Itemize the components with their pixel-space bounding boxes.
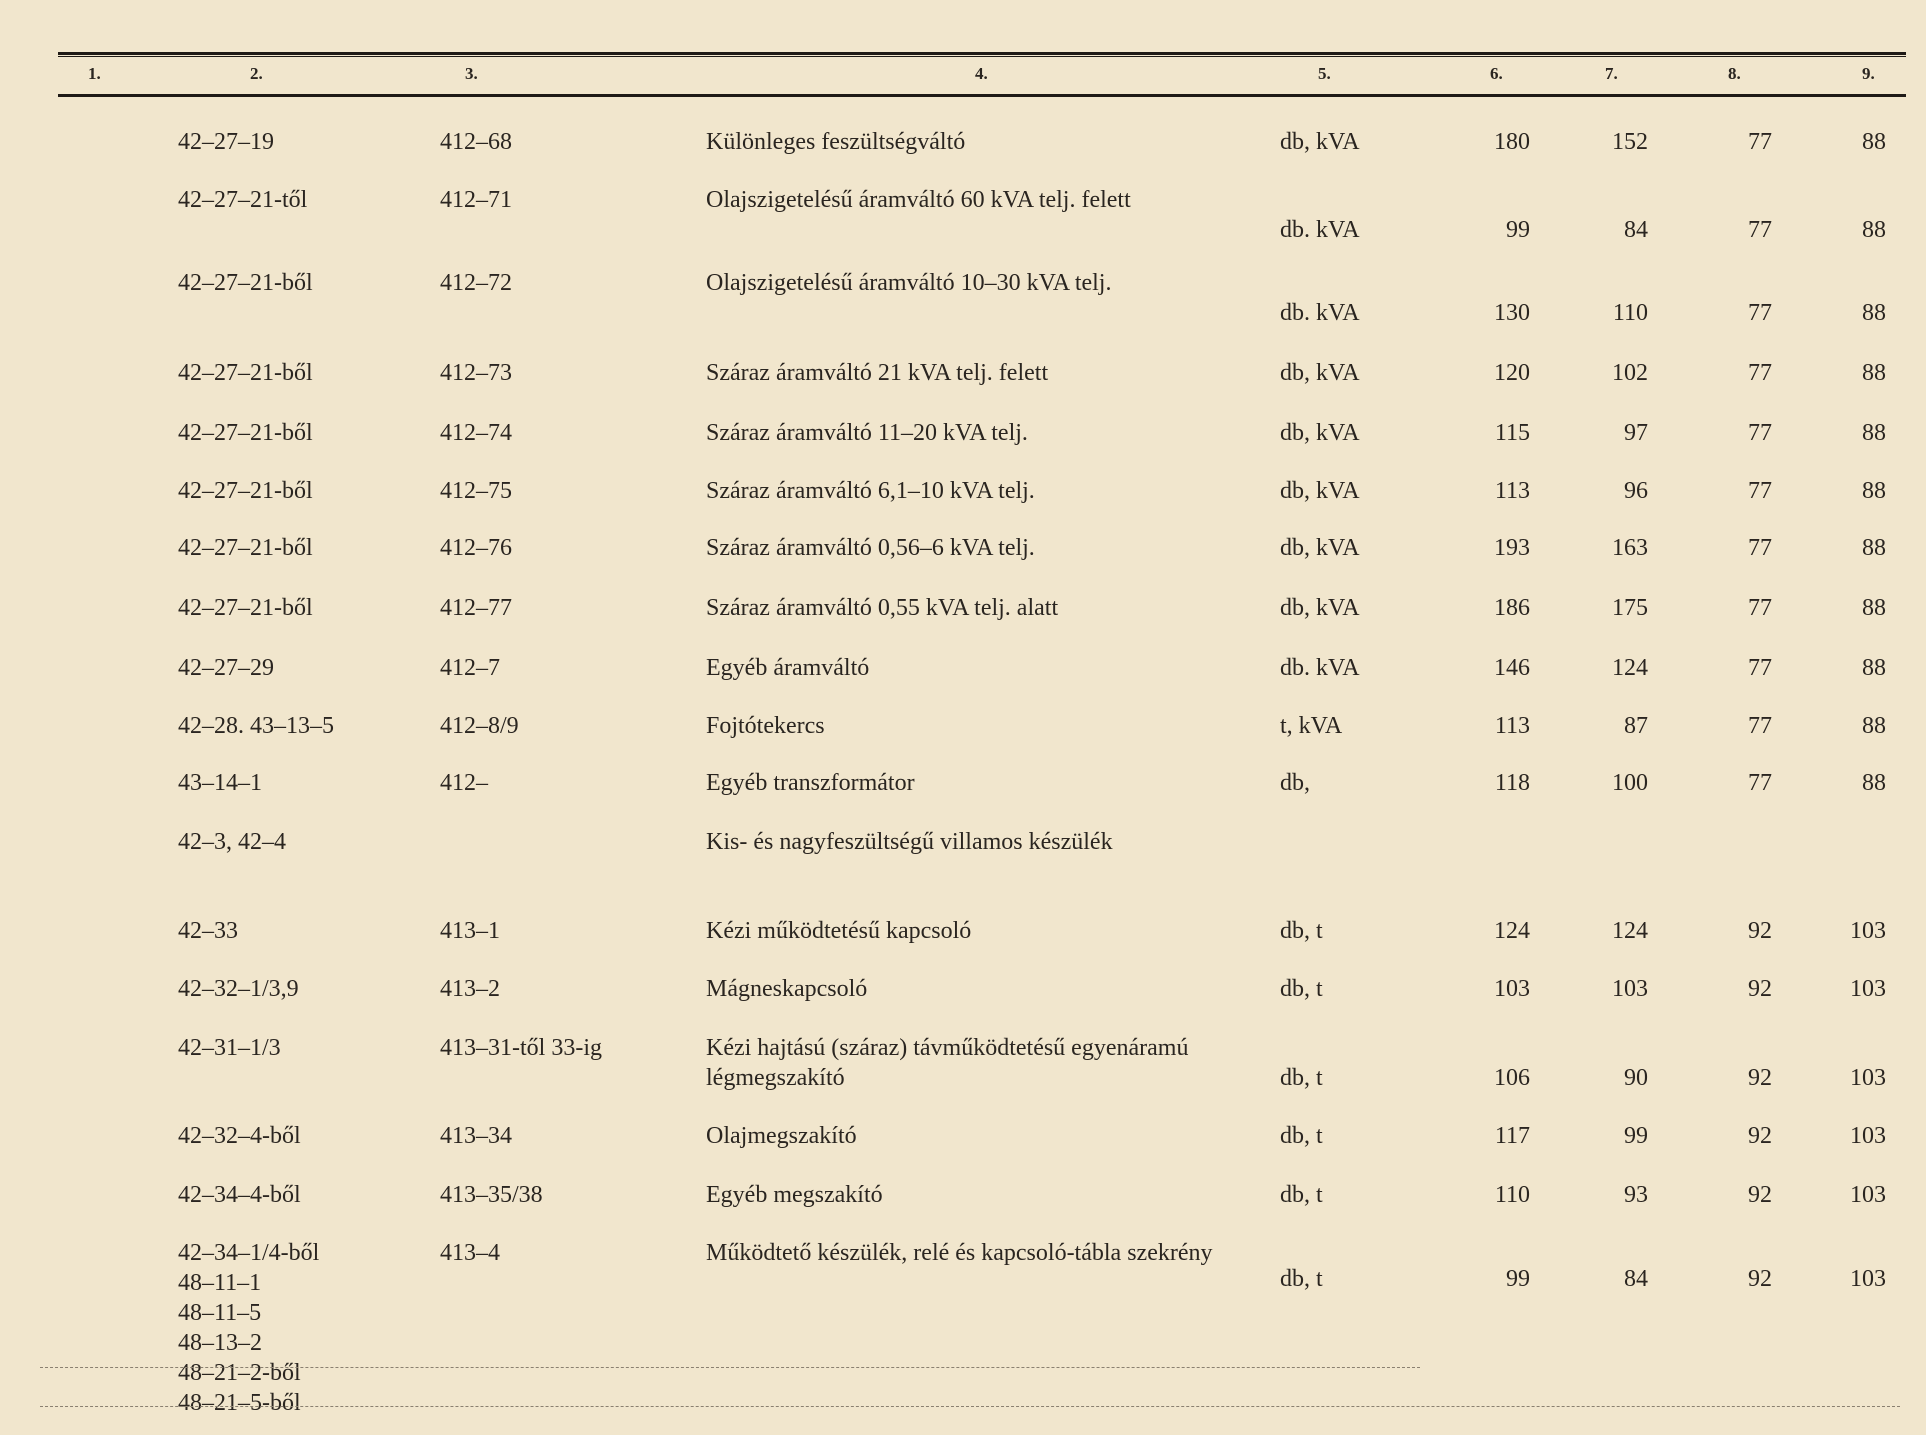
header-col-9: 9.: [1862, 64, 1875, 83]
code-cell: 42–31–1/3: [178, 1035, 281, 1061]
number-cell: 412–75: [440, 478, 512, 504]
col9-cell: 103: [1850, 1065, 1886, 1091]
code-cell: 42–27–29: [178, 655, 274, 681]
code-cell: 42–3, 42–4: [178, 829, 286, 855]
col7-cell: 96: [1624, 478, 1648, 504]
col7-cell: 152: [1612, 129, 1648, 155]
description-cell: Kézi működtetésű kapcsoló: [706, 918, 972, 944]
col6-cell: 106: [1494, 1065, 1530, 1091]
header-col-4: 4.: [975, 64, 988, 83]
description-cell: Száraz áramváltó 0,55 kVA telj. alatt: [706, 595, 1059, 621]
unit-cell: t, kVA: [1280, 713, 1343, 739]
code-cell: 42–33: [178, 918, 238, 944]
col9-cell: 88: [1862, 478, 1886, 504]
unit-cell: db,: [1280, 770, 1310, 796]
unit-cell: db, t: [1280, 1065, 1323, 1091]
col6-cell: 103: [1494, 976, 1530, 1002]
number-cell: 412–68: [440, 129, 512, 155]
col8-cell: 92: [1748, 1266, 1772, 1292]
col6-cell: 117: [1494, 1123, 1530, 1149]
col8-cell: 92: [1748, 976, 1772, 1002]
unit-cell: db, t: [1280, 1266, 1323, 1292]
code-cell: 42–32–1/3,9: [178, 976, 299, 1002]
description-cell: Olajszigetelésű áramváltó 10–30 kVA telj.: [706, 270, 1112, 296]
unit-cell: db, kVA: [1280, 595, 1360, 621]
code-cell: 42–27–19: [178, 129, 274, 155]
dotted-rule: [40, 1406, 1900, 1407]
code-cell: 42–27–21-ből: [178, 360, 313, 386]
col6-cell: 193: [1494, 535, 1530, 561]
number-cell: 412–72: [440, 270, 512, 296]
col8-cell: 77: [1748, 595, 1772, 621]
description-cell: Olajszigetelésű áramváltó 60 kVA telj. felett: [706, 187, 1131, 213]
col7-cell: 124: [1612, 655, 1648, 681]
header-col-1: 1.: [88, 64, 101, 83]
unit-cell: db, t: [1280, 918, 1323, 944]
unit-cell: db. kVA: [1280, 655, 1360, 681]
col6-cell: 146: [1494, 655, 1530, 681]
number-cell: 412–7: [440, 655, 500, 681]
unit-cell: db, kVA: [1280, 129, 1360, 155]
unit-cell: db, kVA: [1280, 360, 1360, 386]
col9-cell: 88: [1862, 420, 1886, 446]
col9-cell: 88: [1862, 217, 1886, 243]
number-cell: 412–8/9: [440, 713, 519, 739]
section-heading: Kis- és nagyfeszültségű villamos készülék: [706, 829, 1113, 855]
header-col-8: 8.: [1728, 64, 1741, 83]
description-cell: Egyéb megszakító: [706, 1182, 883, 1208]
description-cell: Olajmegszakító: [706, 1123, 857, 1149]
col8-cell: 77: [1748, 535, 1772, 561]
unit-cell: db, kVA: [1280, 420, 1360, 446]
description-cell: Egyéb transzformátor: [706, 770, 915, 796]
col9-cell: 88: [1862, 129, 1886, 155]
description-cell: Száraz áramváltó 11–20 kVA telj.: [706, 420, 1028, 446]
col7-cell: 110: [1612, 300, 1648, 326]
col6-cell: 120: [1494, 360, 1530, 386]
number-cell: 413–4: [440, 1240, 500, 1266]
number-cell: 413–31-től 33-ig: [440, 1035, 602, 1061]
col6-cell: 99: [1506, 1266, 1530, 1292]
col7-cell: 100: [1612, 770, 1648, 796]
col8-cell: 77: [1748, 420, 1772, 446]
number-cell: 412–77: [440, 595, 512, 621]
col9-cell: 88: [1862, 655, 1886, 681]
number-cell: 412–73: [440, 360, 512, 386]
code-cell: 42–32–4-ből: [178, 1123, 301, 1149]
col6-cell: 118: [1494, 770, 1530, 796]
code-cell: 42–27–21-ből: [178, 270, 313, 296]
description-cell: Száraz áramváltó 21 kVA telj. felett: [706, 360, 1049, 386]
col7-cell: 163: [1612, 535, 1648, 561]
col7-cell: 102: [1612, 360, 1648, 386]
number-cell: 413–2: [440, 976, 500, 1002]
number-cell: 413–1: [440, 918, 500, 944]
number-cell: 413–34: [440, 1123, 512, 1149]
col6-cell: 115: [1494, 420, 1530, 446]
header-col-6: 6.: [1490, 64, 1503, 83]
col8-cell: 77: [1748, 770, 1772, 796]
col6-cell: 186: [1494, 595, 1530, 621]
description-cell: Különleges feszültségváltó: [706, 129, 966, 155]
col6-cell: 180: [1494, 129, 1530, 155]
col9-cell: 103: [1850, 976, 1886, 1002]
code-cell: 42–34–1/4-ből 48–11–1 48–11–5 48–13–2 48–21–2-ből 48–21–5-ből: [178, 1240, 320, 1416]
description-cell: Egyéb áramváltó: [706, 655, 870, 681]
code-cell: 42–34–4-ből: [178, 1182, 301, 1208]
col9-cell: 88: [1862, 713, 1886, 739]
col9-cell: 88: [1862, 535, 1886, 561]
number-cell: 412–74: [440, 420, 512, 446]
col6-cell: 99: [1506, 217, 1530, 243]
col9-cell: 88: [1862, 770, 1886, 796]
unit-cell: db, t: [1280, 976, 1323, 1002]
header-col-7: 7.: [1605, 64, 1618, 83]
col7-cell: 87: [1624, 713, 1648, 739]
col6-cell: 113: [1494, 478, 1530, 504]
col9-cell: 103: [1850, 1266, 1886, 1292]
col8-cell: 92: [1748, 1123, 1772, 1149]
col8-cell: 92: [1748, 1065, 1772, 1091]
description-cell: Száraz áramváltó 6,1–10 kVA telj.: [706, 478, 1035, 504]
code-cell: 42–28. 43–13–5: [178, 713, 334, 739]
header-col-5: 5.: [1318, 64, 1331, 83]
code-cell: 42–27–21-ből: [178, 595, 313, 621]
col7-cell: 97: [1624, 420, 1648, 446]
unit-cell: db, kVA: [1280, 478, 1360, 504]
code-cell: 42–27–21-ből: [178, 420, 313, 446]
header-col-2: 2.: [250, 64, 263, 83]
col7-cell: 93: [1624, 1182, 1648, 1208]
unit-cell: db, kVA: [1280, 535, 1360, 561]
col7-cell: 175: [1612, 595, 1648, 621]
number-cell: 412–: [440, 770, 488, 796]
description-cell: Száraz áramváltó 0,56–6 kVA telj.: [706, 535, 1035, 561]
col9-cell: 88: [1862, 595, 1886, 621]
code-cell: 42–27–21-ből: [178, 535, 313, 561]
number-cell: 413–35/38: [440, 1182, 543, 1208]
col6-cell: 124: [1494, 918, 1530, 944]
col9-cell: 103: [1850, 1182, 1886, 1208]
unit-cell: db, t: [1280, 1182, 1323, 1208]
description-cell: Kézi hajtású (száraz) távműködtetésű egyenáramú légmegszakító: [706, 1035, 1189, 1091]
col9-cell: 88: [1862, 360, 1886, 386]
col8-cell: 92: [1748, 918, 1772, 944]
col8-cell: 77: [1748, 360, 1772, 386]
col6-cell: 110: [1494, 1182, 1530, 1208]
col8-cell: 77: [1748, 478, 1772, 504]
header-rule: [58, 94, 1906, 97]
col8-cell: 77: [1748, 300, 1772, 326]
col8-cell: 77: [1748, 129, 1772, 155]
description-cell: Mágneskapcsoló: [706, 976, 868, 1002]
code-cell: 43–14–1: [178, 770, 262, 796]
unit-cell: db. kVA: [1280, 300, 1360, 326]
description-cell: Működtető készülék, relé és kapcsoló-tábla szekrény: [706, 1240, 1213, 1266]
description-cell: Fojtótekercs: [706, 713, 825, 739]
col7-cell: 99: [1624, 1123, 1648, 1149]
code-cell: 42–27–21-től: [178, 187, 308, 213]
number-cell: 412–76: [440, 535, 512, 561]
top-rule: [58, 52, 1906, 55]
unit-cell: db. kVA: [1280, 217, 1360, 243]
code-cell: 42–27–21-ből: [178, 478, 313, 504]
col8-cell: 92: [1748, 1182, 1772, 1208]
col7-cell: 84: [1624, 217, 1648, 243]
unit-cell: db, t: [1280, 1123, 1323, 1149]
top-rule-thin: [58, 56, 1906, 57]
col9-cell: 103: [1850, 918, 1886, 944]
col9-cell: 88: [1862, 300, 1886, 326]
col8-cell: 77: [1748, 217, 1772, 243]
col7-cell: 90: [1624, 1065, 1648, 1091]
number-cell: 412–71: [440, 187, 512, 213]
col7-cell: 124: [1612, 918, 1648, 944]
col8-cell: 77: [1748, 713, 1772, 739]
dotted-rule: [40, 1367, 1420, 1368]
header-col-3: 3.: [465, 64, 478, 83]
col8-cell: 77: [1748, 655, 1772, 681]
col6-cell: 113: [1494, 713, 1530, 739]
col7-cell: 84: [1624, 1266, 1648, 1292]
col7-cell: 103: [1612, 976, 1648, 1002]
col9-cell: 103: [1850, 1123, 1886, 1149]
col6-cell: 130: [1494, 300, 1530, 326]
